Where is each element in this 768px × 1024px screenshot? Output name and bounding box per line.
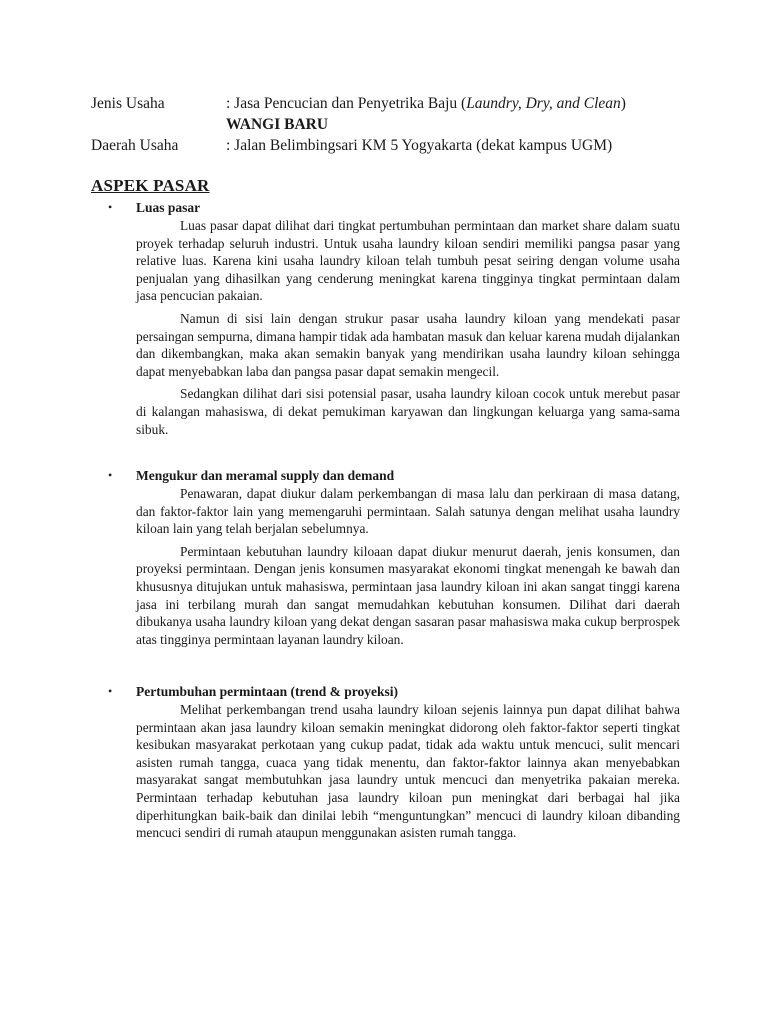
bullet-heading (108, 466, 680, 485)
bullet-section-luas-pasar (108, 198, 680, 443)
bullet-dot-icon: • (108, 200, 113, 214)
paragraph: Melihat perkembangan trend usaha laundry kiloan sejenis lainnya pun dapat dilihat bahwa permintaan akan jasa laundry kiloan semakin meningkat didorong oleh faktor-faktor seperti tingkat kesibukan masyarakat perkotaan yang cukup padat, tidak ada waktu untuk mencuci, sulit mencari asisten rumah tangga, cuaca yang tidak menentu, dan faktor-faktor lainnya akan menyebabkan masyarakat sangat membutuhkan jasa laundry untuk mencuci dan menyetrika pakaian mereka. Permintaan terhadap kebutuhan jasa laundry kiloan pun meningkat dari berbagai hal jika diperhitungkan baik-baik dan dinilai lebih “menguntungkan” mencuci di laundry kiloan dibanding mencuci sendiri di rumah ataupun menggunakan asisten rumah tangga. (136, 702, 680, 841)
bullet-section-pertumbuhan-permintaan (108, 682, 680, 847)
paragraph: Luas pasar dapat dilihat dari tingkat pertumbuhan permintaan dan market share dalam suatu proyek terhadap seluruh industri. Untuk usaha laundry kiloan sendiri memiliki pangsa pasar yang relative luas. Karena kini usaha laundry kiloan telah tumbuh pesat seiring dengan volume usaha penjualan yang dihasilkan yang cenderung meningkat karena tingginya tingkat permintaan dalam jasa pencucian pakaian. (136, 218, 680, 304)
jenis-usaha-row (91, 93, 671, 135)
paragraph: Namun di sisi lain dengan strukur pasar usaha laundry kiloan yang mendekati pasar persaingan sempurna, dimana hampir tidak ada hambatan masuk dan keluar karena mudah dijalankan dan dikembangkan, maka akan semakin banyak yang mendirikan usaha laundry kiloan sehingga dapat menyebabkan laba dan pangsa pasar dapat semakin mengecil. (136, 310, 680, 379)
paragraph: Permintaan kebutuhan laundry kiloaan dapat diukur menurut daerah, jenis konsumen, dan proyeksi permintaan. Dengan jenis konsumen masyarakat ekonomi tingkat menengah ke bawah dan khususnya ditujukan untuk mahasiswa, permintaan jasa laundry kiloan ini akan sangat tinggi karena jasa ini terbilang murah dan sangat memudahkan kebutuhan konsumen. Dilihat dari daerah dibukanya usaha laundry kiloan yang dekat dengan sasaran pasar mahasiswa maka cukup berprospek atas tingginya permintaan layanan laundry kiloan. (136, 543, 680, 647)
bullet-heading (108, 682, 680, 701)
bullet-section-supply-demand (108, 466, 680, 653)
bullet-title: Luas pasar (136, 200, 201, 215)
bullet-dot-icon: • (108, 468, 113, 482)
jenis-usaha-italic: Laundry, Dry, and Clean (466, 95, 621, 112)
bullet-title: Mengukur dan meramal supply dan demand (136, 468, 395, 483)
daerah-usaha-row (91, 135, 691, 156)
daerah-usaha-value: : Jalan Belimbingsari KM 5 Yogyakarta (dekat kampus UGM) (226, 137, 613, 154)
daerah-usaha-label: Daerah Usaha (91, 137, 179, 154)
jenis-usaha-close: ) (620, 95, 626, 112)
jenis-usaha-label: Jenis Usaha (91, 95, 165, 112)
paragraph: Sedangkan dilihat dari sisi potensial pasar, usaha laundry kiloan cocok untuk merebut pasar di kalangan mahasiswa, di dekat pemukiman karyawan dan lingkungan keluarga yang sama-sama sibuk. (136, 386, 680, 437)
bullet-heading (108, 198, 680, 217)
bullet-title: Pertumbuhan permintaan (trend & proyeksi) (136, 684, 399, 699)
bullet-dot-icon: • (108, 684, 113, 698)
jenis-usaha-prefix: : Jasa Pencucian dan Penyetrika Baju ( (226, 95, 467, 112)
section-heading-aspek-pasar: ASPEK PASAR (91, 176, 210, 195)
paragraph: Penawaran, dapat diukur dalam perkembangan di masa lalu dan perkiraan di masa datang, dan faktor-faktor lain yang memengaruhi permintaan. Salah satunya dengan melihat usaha laundry kiloan lain yang telah berjalan sebelumnya. (136, 486, 680, 537)
business-name: WANGI BARU (226, 116, 329, 133)
jenis-usaha-value (226, 93, 656, 135)
